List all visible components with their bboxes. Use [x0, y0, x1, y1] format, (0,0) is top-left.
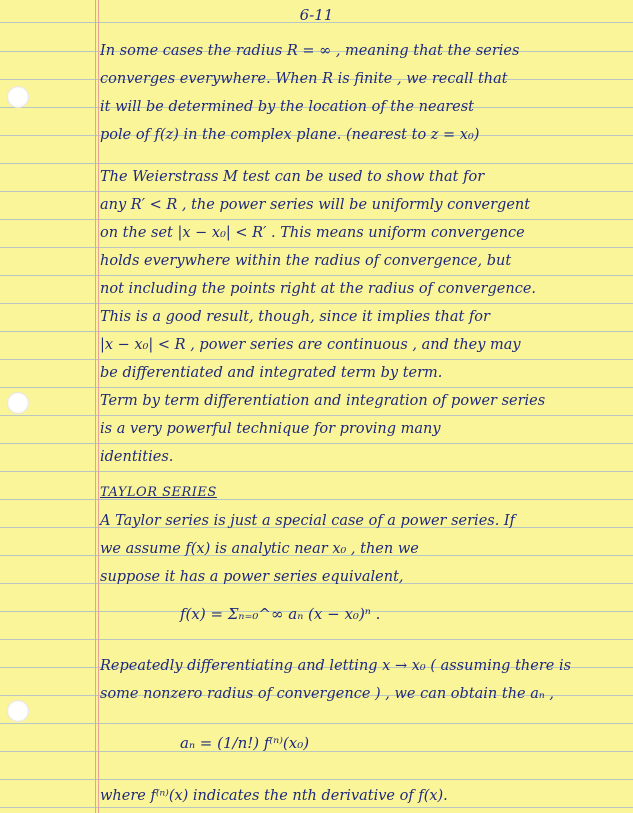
text-line: on the set |x − x₀| < R′ . This means uniform convergence: [100, 225, 525, 241]
equation-coefficient-block: [100, 729, 613, 757]
text-line: we assume f(x) is analytic near x₀ , then we: [100, 541, 419, 557]
paragraph-taylor: [100, 507, 613, 591]
text-line: it will be determined by the location of the nearest: [100, 99, 474, 115]
section-heading: TAYLOR SERIES: [100, 485, 217, 500]
closing-line: where f⁽ⁿ⁾(x) indicates the nth derivative of f(x).: [100, 788, 448, 804]
paragraph-weierstrass: [100, 163, 613, 471]
closing-block: [100, 782, 613, 810]
text-line: The Weierstrass M test can be used to show that for: [100, 169, 485, 185]
text-line: is a very powerful technique for proving many: [100, 421, 441, 437]
margin-line: [95, 0, 96, 813]
text-line: be differentiated and integrated term by term.: [100, 365, 443, 381]
equation-power-series-block: [100, 600, 613, 628]
text-line: A Taylor series is just a special case of a power series. If: [100, 513, 516, 529]
binder-hole: [7, 86, 29, 108]
text-line: not including the points right at the radius of convergence.: [100, 281, 537, 297]
text-line: In some cases the radius R = ∞ , meaning that the series: [100, 43, 520, 59]
binder-hole: [7, 392, 29, 414]
text-line: pole of f(z) in the complex plane. (nearest to z = x₀): [100, 127, 480, 143]
paragraph-radius: [100, 37, 613, 149]
paragraph-differentiating: [100, 652, 613, 708]
taylor-section: [100, 479, 613, 507]
page-number: 6-11: [299, 6, 334, 24]
text-line: holds everywhere within the radius of convergence, but: [100, 253, 512, 269]
equation-coefficient: aₙ = (1/n!) f⁽ⁿ⁾(x₀): [180, 734, 310, 752]
text-line: This is a good result, though, since it implies that for: [100, 309, 490, 325]
equation-power-series: f(x) = Σₙ₌₀^∞ aₙ (x − x₀)ⁿ .: [180, 605, 381, 623]
text-line: any R′ < R , the power series will be uniformly convergent: [100, 197, 531, 213]
text-line: some nonzero radius of convergence ) , we can obtain the aₙ ,: [100, 686, 554, 702]
binder-hole: [7, 700, 29, 722]
text-line: identities.: [100, 449, 174, 465]
text-line: suppose it has a power series equivalent,: [100, 569, 404, 585]
text-line: |x − x₀| < R , power series are continuous , and they may: [100, 337, 521, 353]
text-line: Term by term differentiation and integration of power series: [100, 393, 546, 409]
text-line: converges everywhere. When R is finite , we recall that: [100, 71, 508, 87]
text-line: Repeatedly differentiating and letting x → x₀ ( assuming there is: [100, 658, 572, 674]
margin-line: [98, 0, 99, 813]
